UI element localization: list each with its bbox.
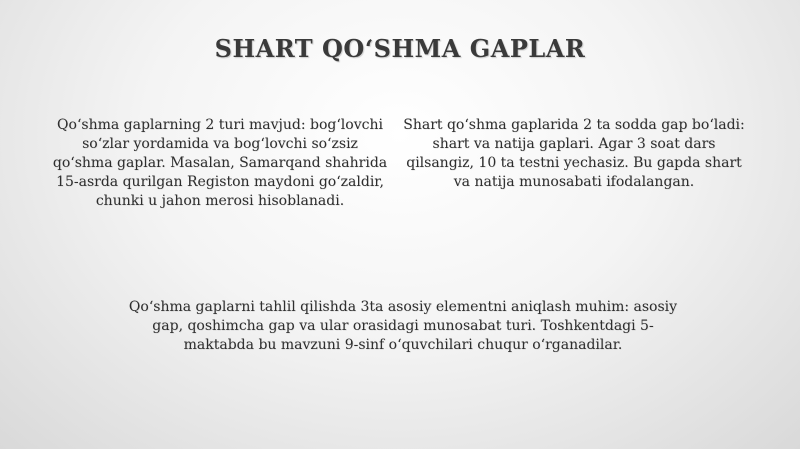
left-text-block: Qo‘shma gaplarning 2 turi mavjud: bog‘lovchi so‘zlar yordamida va bog‘lovchi so‘zsiz qo‘shma gaplar. Masalan, Samarqand shahrida 15-asrda qurilgan Registon maydoni go‘zaldir, chunki u jahon merosi hisoblanadi. — [52, 117, 388, 209]
bottom-text-block: Qo‘shma gaplarni tahlil qilishda 3ta asosiy elementni aniqlash muhim: asosiy gap, qoshimcha gap va ular orasidagi munosabat turi. Toshkentdagi 5-maktabda bu mavzuni 9-sinf o‘quvchilari chuqur o‘rganadilar. — [128, 299, 678, 353]
slide-title: SHART QO‘SHMA GAPLAR — [214, 34, 586, 63]
right-text-block: Shart qo‘shma gaplarida 2 ta sodda gap bo‘ladi: shart va natija gaplari. Agar 3 soat dars qilsangiz, 10 ta testni yechasiz. Bu gapda shart va natija munosabati ifodalangan. — [403, 117, 745, 190]
